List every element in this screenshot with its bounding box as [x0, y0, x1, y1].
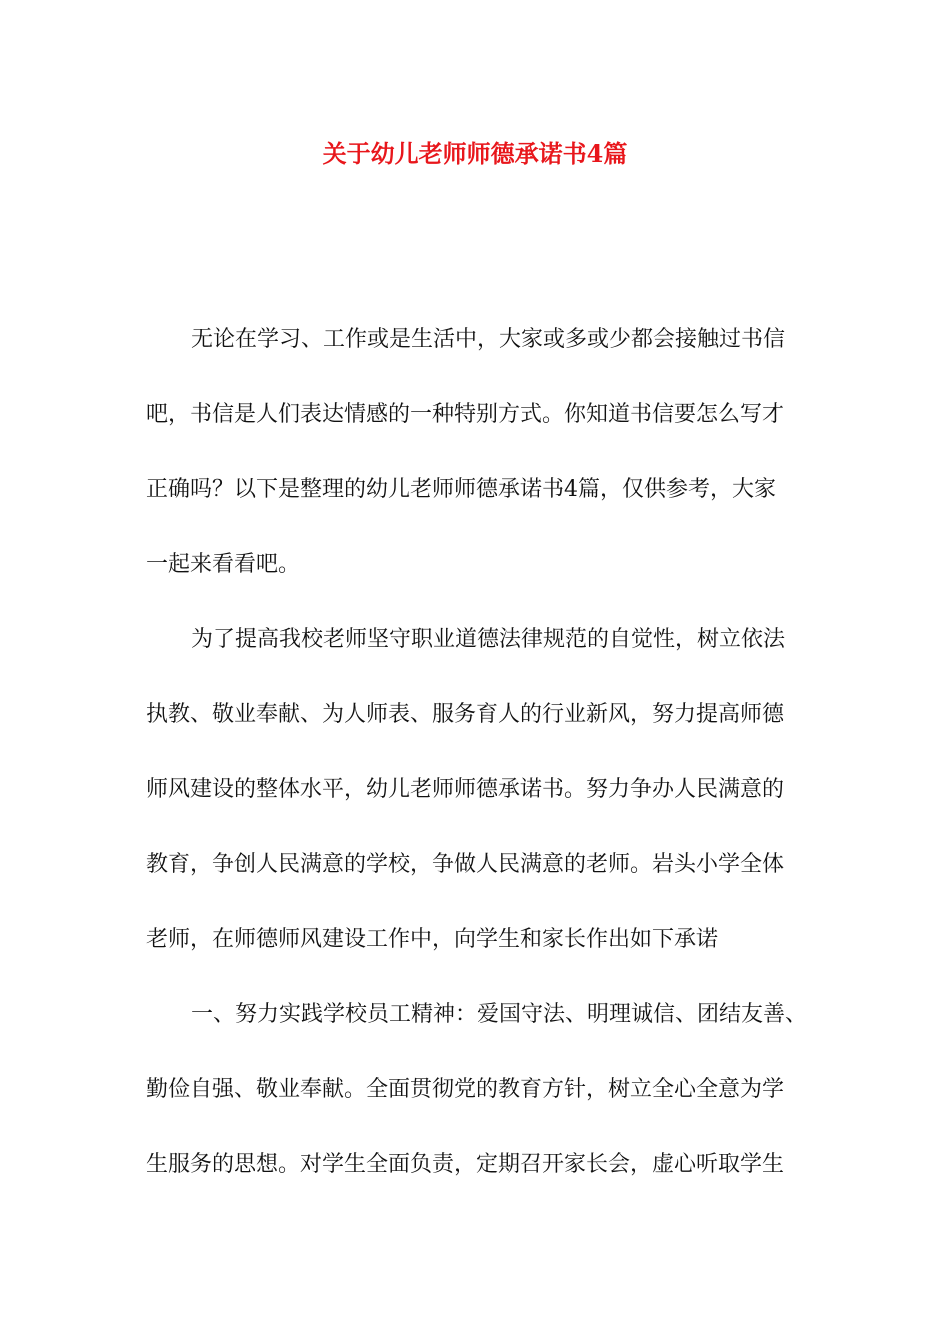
- paragraph-line-2: 吧，书信是人们表达情感的一种特别方式。你知道书信要怎么写才: [146, 402, 785, 427]
- paragraph-line-5: 为了提高我校老师坚守职业道德法律规范的自觉性，树立依法: [191, 627, 786, 652]
- paragraph-line-7: 师风建设的整体水平，幼儿老师师德承诺书。努力争办人民满意的: [146, 777, 785, 802]
- paragraph-line-1: 无论在学习、工作或是生活中，大家或多或少都会接触过书信: [191, 327, 786, 352]
- document-title: 关于幼儿老师师德承诺书4篇: [322, 139, 628, 168]
- paragraph-line-11: 勤俭自强、敬业奉献。全面贯彻党的教育方针，树立全心全意为学: [146, 1077, 785, 1102]
- paragraph-line-12: 生服务的思想。对学生全面负责，定期召开家长会，虚心听取学生: [146, 1152, 785, 1177]
- paragraph-line-9: 老师，在师德师风建设工作中，向学生和家长作出如下承诺: [146, 927, 719, 952]
- paragraph-line-8: 教育，争创人民满意的学校，争做人民满意的老师。岩头小学全体: [146, 852, 785, 877]
- paragraph-line-10: 一、努力实践学校员工精神：爱国守法、明理诚信、团结友善、: [191, 1002, 808, 1027]
- paragraph-line-3: 正确吗？以下是整理的幼儿老师师德承诺书4篇，仅供参考，大家: [146, 477, 776, 502]
- paragraph-line-4: 一起来看看吧。: [146, 552, 301, 577]
- paragraph-line-6: 执教、敬业奉献、为人师表、服务育人的行业新风，努力提高师德: [146, 702, 785, 727]
